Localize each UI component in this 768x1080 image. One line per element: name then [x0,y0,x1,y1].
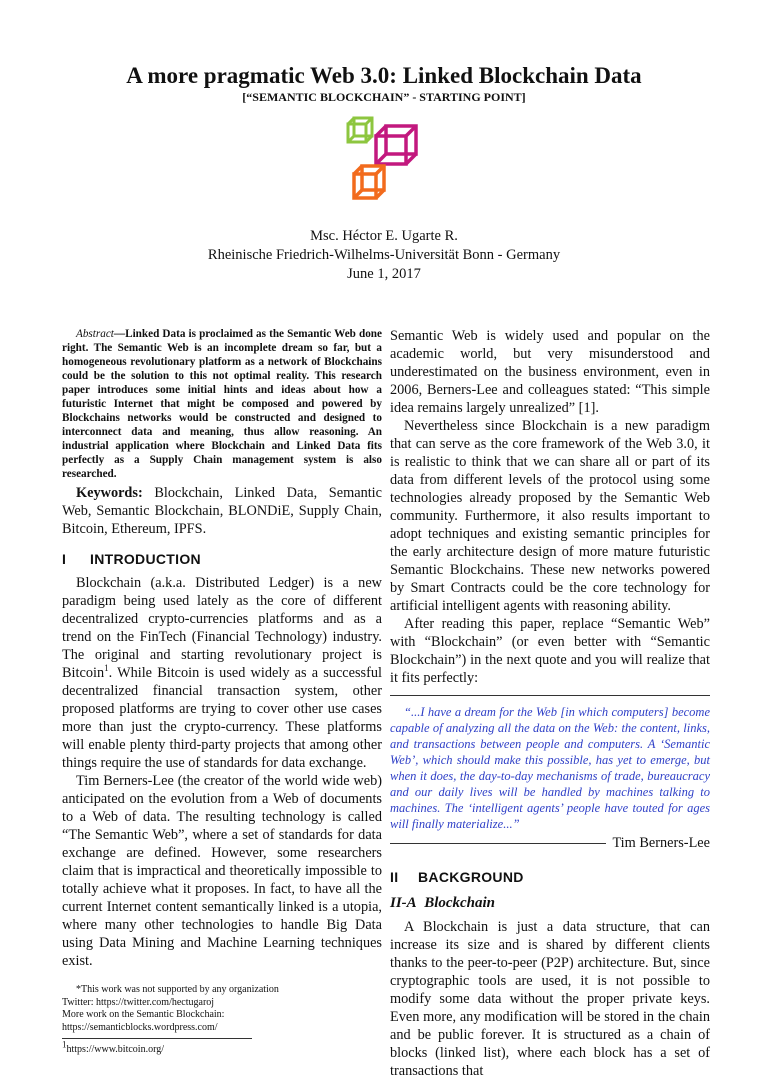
left-column [62,327,382,1057]
section-number: I [62,551,67,567]
author-block [0,227,768,284]
section-heading-background [390,868,710,886]
footnote-support: *This work was not supported by any organization [76,984,279,995]
quote-top-rule [390,695,710,696]
abstract [62,327,382,481]
footnote-bitcoin-link[interactable]: https://www.bitcoin.org/ [66,1044,164,1055]
right-paragraph-3: After reading this paper, replace “Semantic Web” with “Blockchain” (or even better with “Semantic Blockchain”) in the next quote and you will realize that it fits perfectly: [390,616,710,686]
orange-cube-icon [354,166,384,198]
background-paragraph-1: A Blockchain is just a data structure, that can increase its size and is shared by different clients thanks to the peer-to-peer (P2P) architecture. But, since cryptographic tools are used, it is not possible to modify some data without the proper private keys. Even more, any modification will be stored in the chain and be public forever. It is structured as a chain of blocks (linked list), where each block has a set of transactions that [390,919,710,1079]
author-affiliation: Rheinische Friedrich-Wilhelms-Universität Bonn - Germany [207,247,561,263]
keywords-label: Keywords: [76,485,143,501]
section-title: INTRODUCTION [90,551,201,567]
quote-attribution [390,834,710,852]
footnote-twitter[interactable]: Twitter: https://twitter.com/hectugaroj [62,996,215,1008]
section-title: BACKGROUND [418,869,524,885]
intro-p1-text-cont: . While Bitcoin is used widely as a successful decentralized financial transaction system, other proposed platforms are trying to cover other use cases more than just the crypto-currency. These platforms will enable plenty third-party projects that among other things require the use of standards for data exchange. [62,665,382,771]
footnote-blog-link[interactable]: https://semanticblocks.wordpress.com/ [62,1021,218,1033]
keywords [62,484,382,538]
section-number: II [390,869,399,885]
intro-p1-text: Blockchain (a.k.a. Distributed Ledger) is a new paradigm being used lately as the core of different decentralized crypto-currencies platforms and as a trend on the FinTech (Financial Technology) industry. The original and starting revolutionary project is Bitcoin [62,575,382,681]
author-name: Msc. Héctor E. Ugarte R. [310,228,458,244]
paper-subtitle: [“SEMANTIC BLOCKCHAIN” - STARTING POINT] [242,90,526,104]
footnote-1 [62,1039,382,1057]
subsection-heading-blockchain [390,894,710,912]
attribution-name: Tim Berners-Lee [612,835,710,851]
section-heading-introduction [62,550,382,568]
footnote-ref[interactable]: 1 [104,663,109,674]
semantic-blocks-logo [340,110,432,210]
paper-title: A more pragmatic Web 3.0: Linked Blockchain Data [126,63,642,88]
berners-lee-quote: “...I have a dream for the Web [in which computers] become capable of analyzing all the data on the Web: the content, links, and transactions between people and computers. A ‘Semantic Web’, which should make this possible, has yet to emerge, but when it does, the day-to-day mechanisms of trade, bureaucracy and our daily lives will be handled by machines talking to machines. The ‘intelligent agents’ people have touted for ages will finally materialize...” [390,705,710,831]
right-paragraph-2: Nevertheless since Blockchain is a new paradigm that can serve as the core framework of the Web 3.0, it is realistic to think that we can share all or part of its data from different levels of the protocol using some technologies already proposed by the Semantic Web community. Furthermore, it also results important to adopt techniques and existing semantic principles for the early architecture design of more mature futuristic Semantic Blockchains. These new networks powered by Smart Contracts could be the core technology for artificial intelligent agents with reasoning ability. [390,418,710,614]
paper-date: June 1, 2017 [347,266,421,282]
keywords-text: Blockchain, Linked Data, Semantic Web, Semantic Blockchain, BLONDiE, Supply Chain, Bitcoin, Ethereum, IPFS. [62,485,383,537]
footnote-marker: 1 [62,1039,67,1050]
subsection-title: Blockchain [424,895,496,911]
right-column [390,327,710,1080]
abstract-label: Abstract [76,328,114,340]
magenta-cube-icon [376,126,416,164]
abstract-text: —Linked Data is proclaimed as the Semantic Web done right. The Semantic Web is an incomplete dream so far, but a homogeneous revolutionary platform as a network of Blockchains could be the solution to this not optimal reality. This research paper introduces some initial hints and ideas about how a futuristic Internet that might be composed and powered by Blockchains networks would be constructed and designed to interconnect data and meaning, thus allow reasoning. An industrial application where Blockchain and Linked Data fits perfectly as a Supply Chain management system is also researched. [62,328,382,480]
attribution-rule [390,843,606,844]
green-cube-icon [348,118,372,142]
footnote-more-work: More work on the Semantic Blockchain: [62,1009,225,1020]
intro-paragraph-1 [62,574,382,772]
subsection-number: II-A [390,895,417,911]
intro-paragraph-2: Tim Berners-Lee (the creator of the world wide web) anticipated on the evolution from a Web of documents to a Web of data. The resulting technology is called “The Semantic Web”, where a set of standards for data exchange are defined. However, some researchers claim that is impractical and theoretically impossible to totally achieve what it proposes. In fact, to have all the current Internet content semantically linked is a utopia, where many other technologies to handle Big Data using Data Mining and Machine Learning techniques exist. [62,773,382,969]
footnote-rule [62,1038,252,1039]
footnotes [62,984,382,1057]
right-paragraph-1: Semantic Web is widely used and popular on the academic world, but very misunderstood and underestimated on the business environment, even in 2006, Berners-Lee and colleagues stated: “This simple idea remains largely unrealized” [1]. [390,328,710,416]
